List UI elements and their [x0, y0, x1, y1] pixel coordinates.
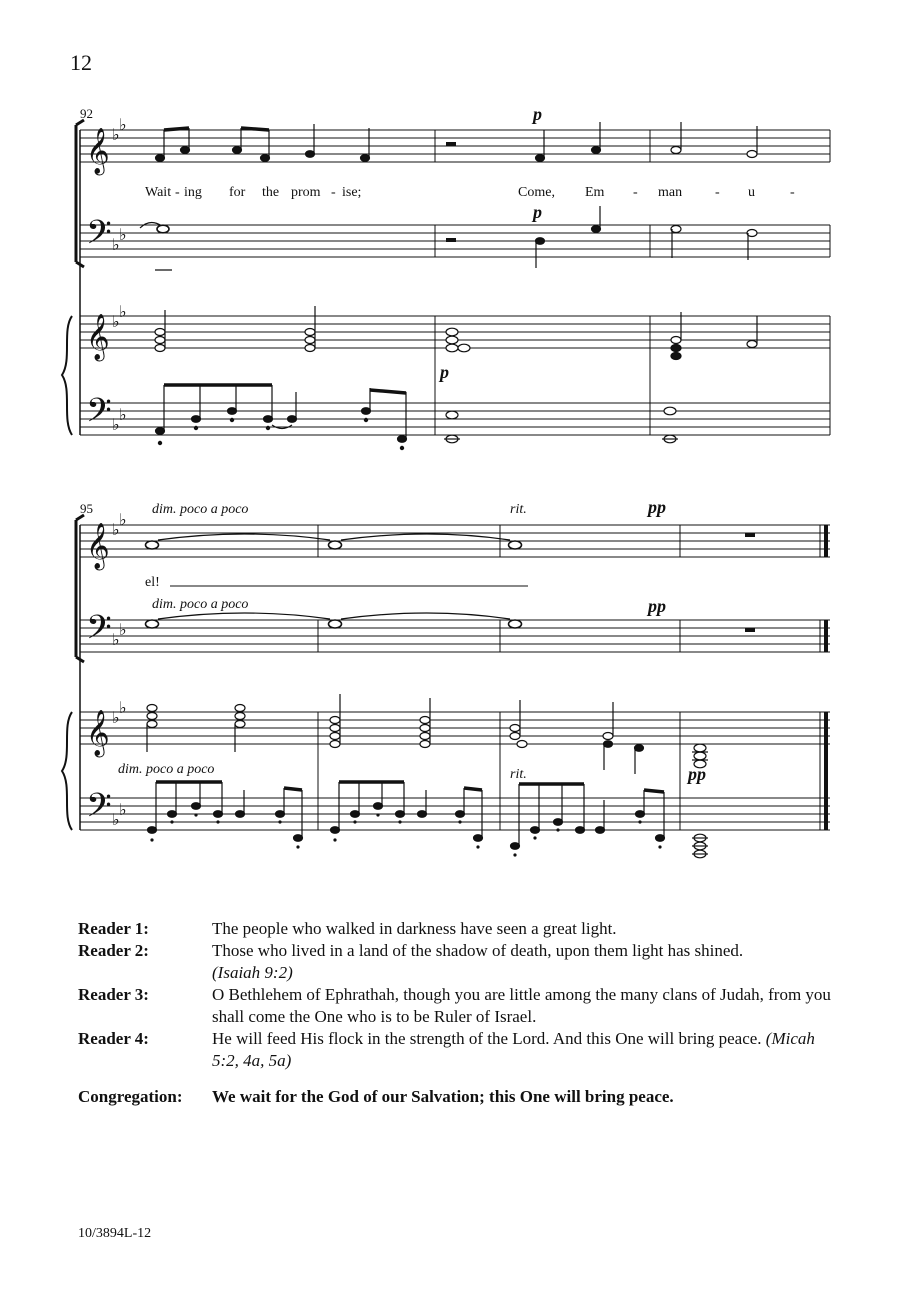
svg-text:♭: ♭ [112, 632, 120, 649]
svg-text:♭: ♭ [112, 417, 120, 434]
svg-text:man: man [658, 185, 683, 200]
reading-row [78, 984, 838, 1028]
piano-bass-notes-2 [148, 782, 709, 858]
reading-text: O Bethlehem of Ephrathah, though you are little among the many clans of Judah, from you shall come the One who is to be Ruler of Israel. [212, 985, 831, 1026]
bass-clef: 𝄢 [86, 609, 112, 654]
expression-dim: dim. poco a poco [152, 597, 249, 612]
measure-number: 92 [80, 106, 93, 121]
congregation-text: We wait for the God of our Salvation; this One will bring peace. [212, 1087, 674, 1106]
svg-text:u: u [748, 185, 755, 200]
svg-text:Wait: Wait [145, 185, 172, 200]
dynamic-marking: pp [648, 497, 666, 517]
reading-text: The people who walked in darkness have seen a great light. [212, 919, 617, 938]
svg-text:Em: Em [585, 185, 605, 200]
piano-treble-notes-1 [155, 306, 757, 360]
expression-dim: dim. poco a poco [118, 762, 215, 777]
svg-text:♭: ♭ [119, 700, 127, 717]
reading-block [78, 918, 838, 1108]
speaker-label: Congregation: [78, 1087, 183, 1106]
svg-text:prom: prom [291, 185, 321, 200]
svg-text:-: - [633, 185, 638, 200]
dynamic-marking: pp [648, 596, 666, 616]
svg-text:♭: ♭ [119, 117, 127, 134]
scripture-reference: (Micah 5:2, 4a, 5a) [212, 1029, 815, 1070]
svg-text:-: - [790, 185, 795, 200]
svg-text:Come,: Come, [518, 185, 555, 200]
svg-text:♭: ♭ [112, 237, 120, 254]
bass-clef: 𝄢 [86, 392, 112, 437]
speaker-label: Reader 1: [78, 919, 149, 938]
expression-rit: rit. [510, 502, 527, 517]
system-1 [62, 120, 830, 435]
svg-text:el!: el! [145, 575, 160, 590]
clefs-system-2 [86, 523, 112, 832]
svg-text:♭: ♭ [112, 314, 120, 331]
expression-dim: dim. poco a poco [152, 502, 249, 517]
dynamic-marking: p [533, 202, 542, 222]
scripture-reference: (Isaiah 9:2) [212, 963, 293, 982]
lyrics-system-1 [145, 185, 795, 200]
svg-text:♭: ♭ [112, 710, 120, 727]
soprano-staff-2 [80, 525, 830, 557]
bass-staff-2 [80, 620, 830, 652]
footer-code: 10/3894L-12 [78, 1226, 152, 1241]
svg-text:♭: ♭ [112, 127, 120, 144]
piano-bass-notes-1 [156, 385, 679, 450]
articulations-2 [150, 813, 661, 856]
reading-text: He will feed His flock in the strength of the Lord. And this One will bring peace. [212, 1029, 762, 1048]
lyrics-system-2 [145, 575, 160, 590]
reading-row [78, 918, 838, 940]
reading-text: Those who lived in a land of the shadow of death, upon them light has shined. [212, 941, 744, 960]
bass-voice-notes-1 [140, 206, 757, 270]
bass-clef: 𝄢 [86, 214, 112, 259]
svg-text:for: for [229, 185, 246, 200]
piano-treble-staff-2 [80, 712, 830, 744]
svg-text:♭: ♭ [119, 407, 127, 424]
key-signatures-2 [112, 512, 127, 829]
svg-text:ing: ing [184, 185, 202, 200]
clefs-system-1 [86, 128, 112, 437]
reading-row [78, 940, 838, 984]
measure-number: 95 [80, 501, 93, 516]
svg-text:-: - [331, 185, 336, 200]
page-number: 12 [70, 50, 92, 75]
treble-clef: 𝄞 [86, 314, 110, 359]
svg-text:♭: ♭ [119, 622, 127, 639]
soprano-notes-1 [156, 122, 758, 161]
treble-clef: 𝄞 [86, 128, 110, 173]
svg-text:♭: ♭ [119, 304, 127, 321]
treble-clef: 𝄞 [86, 710, 110, 755]
svg-text:♭: ♭ [119, 227, 127, 244]
svg-text:♭: ♭ [112, 522, 120, 539]
dynamic-marking: p [440, 362, 449, 382]
svg-text:the: the [262, 185, 280, 200]
expression-rit: rit. [510, 767, 527, 782]
svg-text:♭: ♭ [112, 812, 120, 829]
svg-text:ise;: ise; [342, 185, 362, 200]
svg-text:-: - [175, 185, 180, 200]
bass-clef: 𝄢 [86, 787, 112, 832]
piano-treble-notes-2 [147, 694, 708, 774]
key-signatures-1 [112, 117, 127, 434]
svg-text:♭: ♭ [119, 512, 127, 529]
dynamic-marking: pp [688, 764, 706, 784]
speaker-label: Reader 3: [78, 985, 149, 1004]
speaker-label: Reader 4: [78, 1029, 149, 1048]
speaker-label: Reader 2: [78, 941, 149, 960]
svg-text:-: - [715, 185, 720, 200]
reading-row [78, 1028, 838, 1072]
treble-clef: 𝄞 [86, 523, 110, 568]
svg-text:♭: ♭ [119, 802, 127, 819]
dynamic-marking: p [533, 104, 542, 124]
congregation-row [78, 1086, 838, 1108]
